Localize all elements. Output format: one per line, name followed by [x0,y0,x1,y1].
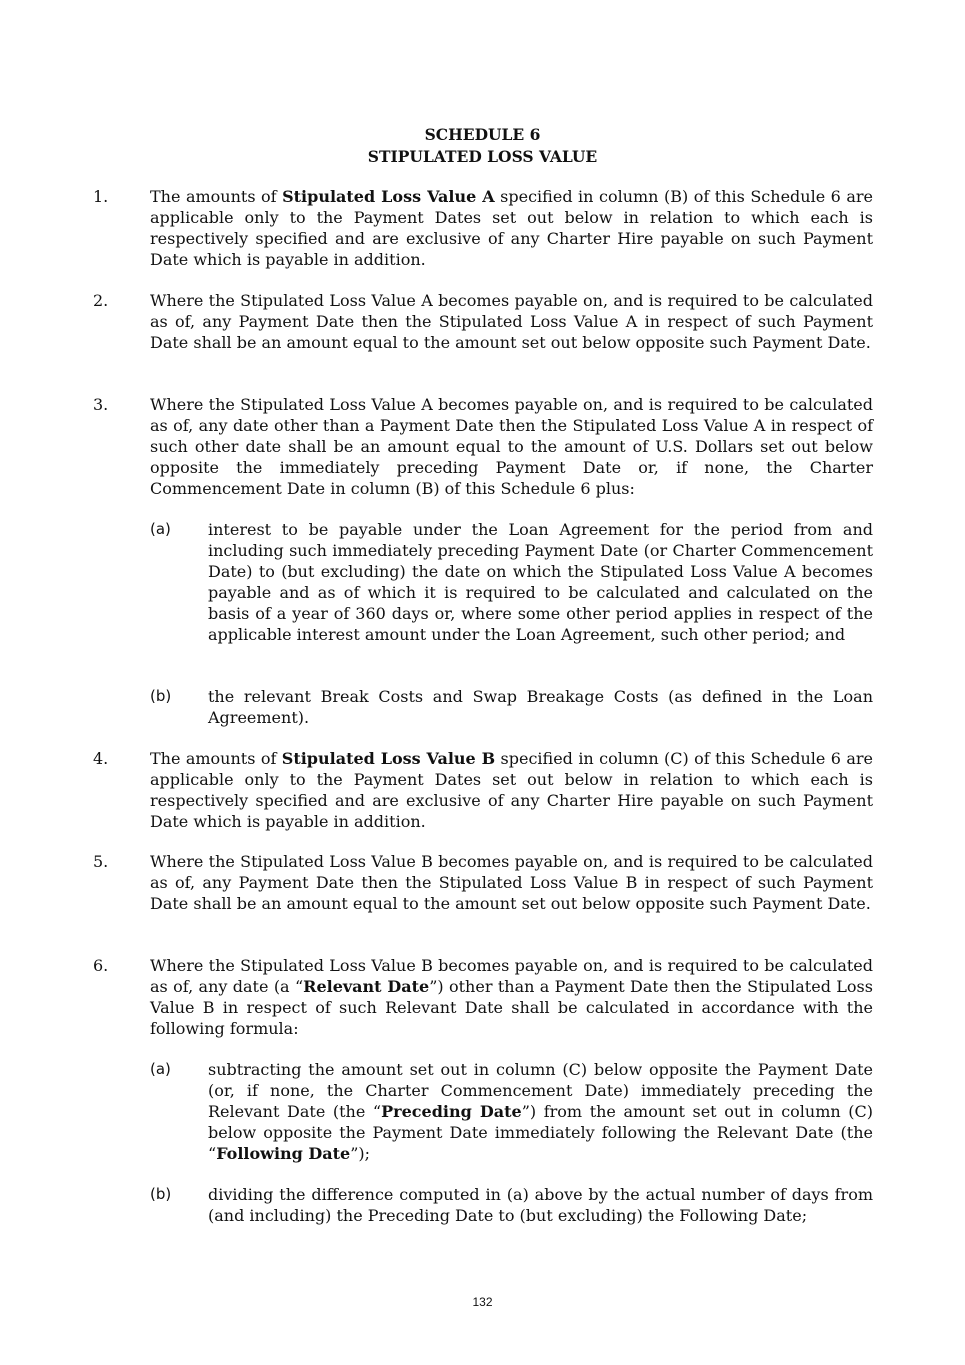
subclause-6a [150,1059,873,1164]
defined-term: Relevant Date [303,977,430,996]
clause-text: The amounts of Stipulated Loss Value B specified in column (C) of this Schedule 6 are applicable only to the Payment Dates set out below in relation to which each is respectively specified and are exclusive of any Charter Hire payable on such Payment Date which is payable in addition. [150,749,874,831]
subclause-text: the relevant Break Costs and Swap Breakage Costs (as defined in the Loan Agreement). [208,687,873,727]
subclause-3b [150,686,873,728]
subclause-number: (b) [150,1185,172,1203]
clause-number: 2. [93,291,109,310]
clause-5 [93,851,873,914]
clause-text: Where the Stipulated Loss Value B becomes payable on, and is required to be calculated as of, any Payment Date then the Stipulated Loss Value B in respect of such Payment Date shall be an amount equal to the amount set out below opposite such Payment Date. [150,852,873,913]
subclause-number: (a) [150,520,171,538]
clause-number: 5. [93,852,109,871]
clause-4 [93,748,873,832]
subclause-number: (a) [150,1060,171,1078]
schedule-title: STIPULATED LOSS VALUE [367,147,598,166]
page-number: 132 [472,1295,493,1309]
clause-3 [93,394,873,499]
clause-text: Where the Stipulated Loss Value B becomes payable on, and is required to be calculated as of, any date (a “Relevant Date”) other than a Payment Date then the Stipulated Loss Value B in respect of such Relevant Date shall be calculated in accordance with the following formula: [150,956,873,1038]
clause-number: 3. [93,395,109,414]
clause-number: 4. [93,749,109,768]
clause-6 [93,955,873,1039]
defined-term: Following Date [216,1144,351,1163]
defined-term: Stipulated Loss Value B [281,749,496,768]
subclause-number: (b) [150,687,172,705]
clause-number: 1. [93,187,109,206]
subclause-text: interest to be payable under the Loan Agreement for the period from and including such immediately preceding Payment Date (or Charter Commencement Date) to (but excluding) the date on which the Stipulated Loss Value A becomes payable and as of which it is required to be calculated and calculated on the basis of a year of 360 days or, where some other period applies in respect of the applicable interest amount under the Loan Agreement, such other period; and [208,520,873,644]
clause-number: 6. [93,956,109,975]
subclause-6b [150,1184,873,1226]
schedule-heading: SCHEDULE 6 [424,125,541,144]
defined-term: Preceding Date [381,1102,522,1121]
subclause-3a [150,519,873,645]
clause-1 [93,186,873,270]
clause-2 [93,290,873,353]
subclause-text: subtracting the amount set out in column (C) below opposite the Payment Date (or, if none, the Charter Commencement Date) immediately preceding the Relevant Date (the “Preceding Date”) from the amount set out in column (C) below opposite the Payment Date immediately following the Relevant Date (the “Following Date”); [208,1060,874,1163]
clause-text: The amounts of Stipulated Loss Value A specified in column (B) of this Schedule 6 are applicable only to the Payment Dates set out below in relation to which each is respectively specified and are exclusive of any Charter Hire payable on such Payment Date which is payable in addition. [150,187,874,269]
clause-text: Where the Stipulated Loss Value A becomes payable on, and is required to be calculated as of, any date other than a Payment Date then the Stipulated Loss Value A in respect of such other date shall be an amount equal to the amount of U.S. Dollars set out below opposite the immediately preceding Payment Date or, if none, the Charter Commencement Date in column (B) of this Schedule 6 plus: [150,395,873,498]
defined-term: Stipulated Loss Value A [282,187,495,206]
clause-text: Where the Stipulated Loss Value A becomes payable on, and is required to be calculated as of, any Payment Date then the Stipulated Loss Value A in respect of such Payment Date shall be an amount equal to the amount set out below opposite such Payment Date. [150,291,873,352]
subclause-text: dividing the difference computed in (a) above by the actual number of days from (and including) the Preceding Date to (but excluding) the Following Date; [208,1185,873,1225]
